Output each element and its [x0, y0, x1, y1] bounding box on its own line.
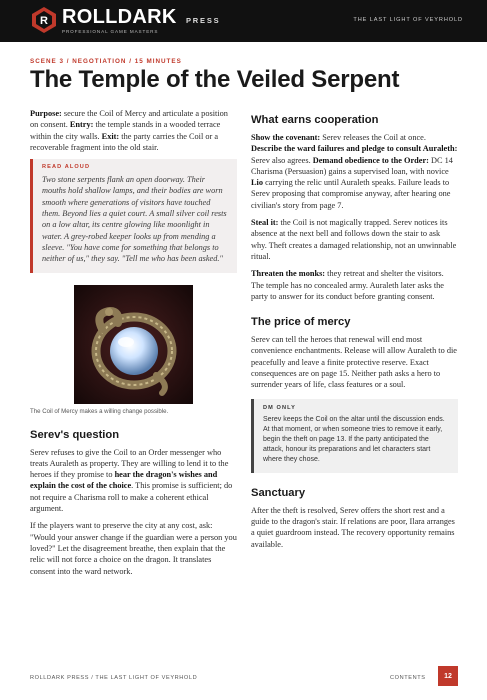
- heading-sanctuary: Sanctuary: [251, 486, 306, 499]
- cooperation-paragraph-1: Show the covenant: Serev releases the Coil at once. Describe the ward failures and pledge to consult Auraleth: Serev also agrees. Demand obedience to the Order: DC 14 Charisma (Persuasion) gains a supervised loan, with novice Lio carrying the relic until Auraleth speaks. Failure leads to Serev proposing that compromise anyway, after hearing one civilian's story from page 7.: [251, 133, 458, 210]
- header-bar: [0, 0, 487, 42]
- header-book-title: THE LAST LIGHT OF VEYRHOLD: [353, 17, 463, 23]
- serpent-coil-orb-illustration: [74, 285, 193, 404]
- svg-text:R: R: [40, 15, 48, 27]
- heading-serevs-question: Serev's question: [30, 428, 120, 441]
- page-number-badge: 12: [438, 666, 458, 686]
- rolldark-logo-icon: [30, 6, 58, 34]
- read-aloud-box: [30, 159, 237, 272]
- brand-name: ROLLDARK: [62, 6, 177, 28]
- heading-what-earns-cooperation: What earns cooperation: [251, 114, 379, 126]
- contents-link[interactable]: CONTENTS: [390, 675, 426, 681]
- serevs-question-paragraph-2: If the players want to preserve the city at any cost, ask: "Would your answer change if the guardian were a person you loved?" Let the disagreement breathe, then explain that the relic will not force a choice on the dragon. It translates consent into the ward network.: [30, 521, 237, 576]
- brand-press-label: PRESS: [186, 16, 221, 25]
- footer-credit: ROLLDARK PRESS / THE LAST LIGHT OF VEYRHOLD: [30, 675, 198, 681]
- brand-tagline: PROFESSIONAL GAME MASTERS: [62, 29, 159, 34]
- intro-paragraph: Purpose: secure the Coil of Mercy and articulate a position on consent. Entry: the temple stands in a wooded terrace within the city walls. Exit: the party carries the Coil or a recoverable fragment into the old stair.: [30, 109, 228, 152]
- cooperation-paragraph-2: Steal it: the Coil is not magically trapped. Serev notices its absence at the next bell and follows down the stair to ask why. Theft creates a damaged relationship, not an unwinnable ritual.: [251, 218, 457, 261]
- serevs-question-paragraph-1: Serev refuses to give the Coil to an Order messenger who treats Auraleth as property. They are willing to lend it to the heroes if they promise to hear the dragon's wishes and explain the cost of the choice. This promise is sufficient; do not require a Charisma roll to make a coherent ethical argument.: [30, 447, 233, 514]
- page-title: The Temple of the Veiled Serpent: [30, 66, 400, 93]
- read-aloud-label: READ ALOUD: [42, 164, 91, 171]
- dm-only-label: DM ONLY: [263, 404, 296, 411]
- figure-caption: The Coil of Mercy makes a willing change possible.: [30, 407, 169, 415]
- right-column: [251, 114, 458, 550]
- left-column: [30, 108, 237, 577]
- dm-only-box: [251, 399, 458, 473]
- dm-only-text: Serev keeps the Coil on the altar until the discussion ends. At that moment, or when someone tries to remove it early, begin the theft on page 13. If the party anticipated the attack, honour its preparations and let characters start where they chose.: [263, 415, 445, 463]
- read-aloud-text: Two stone serpents flank an open doorway. Their mouths hold shallow lamps, and their bodies are worn smooth where generations of visitors have touched them. Beyond lies a quiet court. A small silver coil rests on a low altar, its centre glowing like moonlight in water. A grey-robed keeper looks up from mending a sleeve. "You have come for something that belongs to neither of us," they say. "Tell me who has been asked.": [42, 175, 227, 264]
- scene-label: SCENE 3 / NEGOTIATION / 15 MINUTES: [30, 58, 182, 65]
- sanctuary-paragraph: After the theft is resolved, Serev offers the short rest and a guide to the dragon's stair. If relations are poor, Ilara arranges a quiet guardroom instead. The recovery opportunity remains available.: [251, 505, 455, 549]
- price-paragraph: Serev can tell the heroes that renewal will end most convenience enchantments. Release will allow Auraleth to die peacefully and leave a finite protective reserve. Exact consequences are on page 15. Neither path asks a hero to surrender years of life, class features or a soul.: [251, 335, 457, 390]
- heading-price-of-mercy: The price of mercy: [251, 316, 351, 329]
- cooperation-paragraph-3: Threaten the monks: they retreat and shelter the visitors. The temple has no concealed army. Auraleth later asks the party to answer for its conduct before granting consent.: [251, 269, 444, 301]
